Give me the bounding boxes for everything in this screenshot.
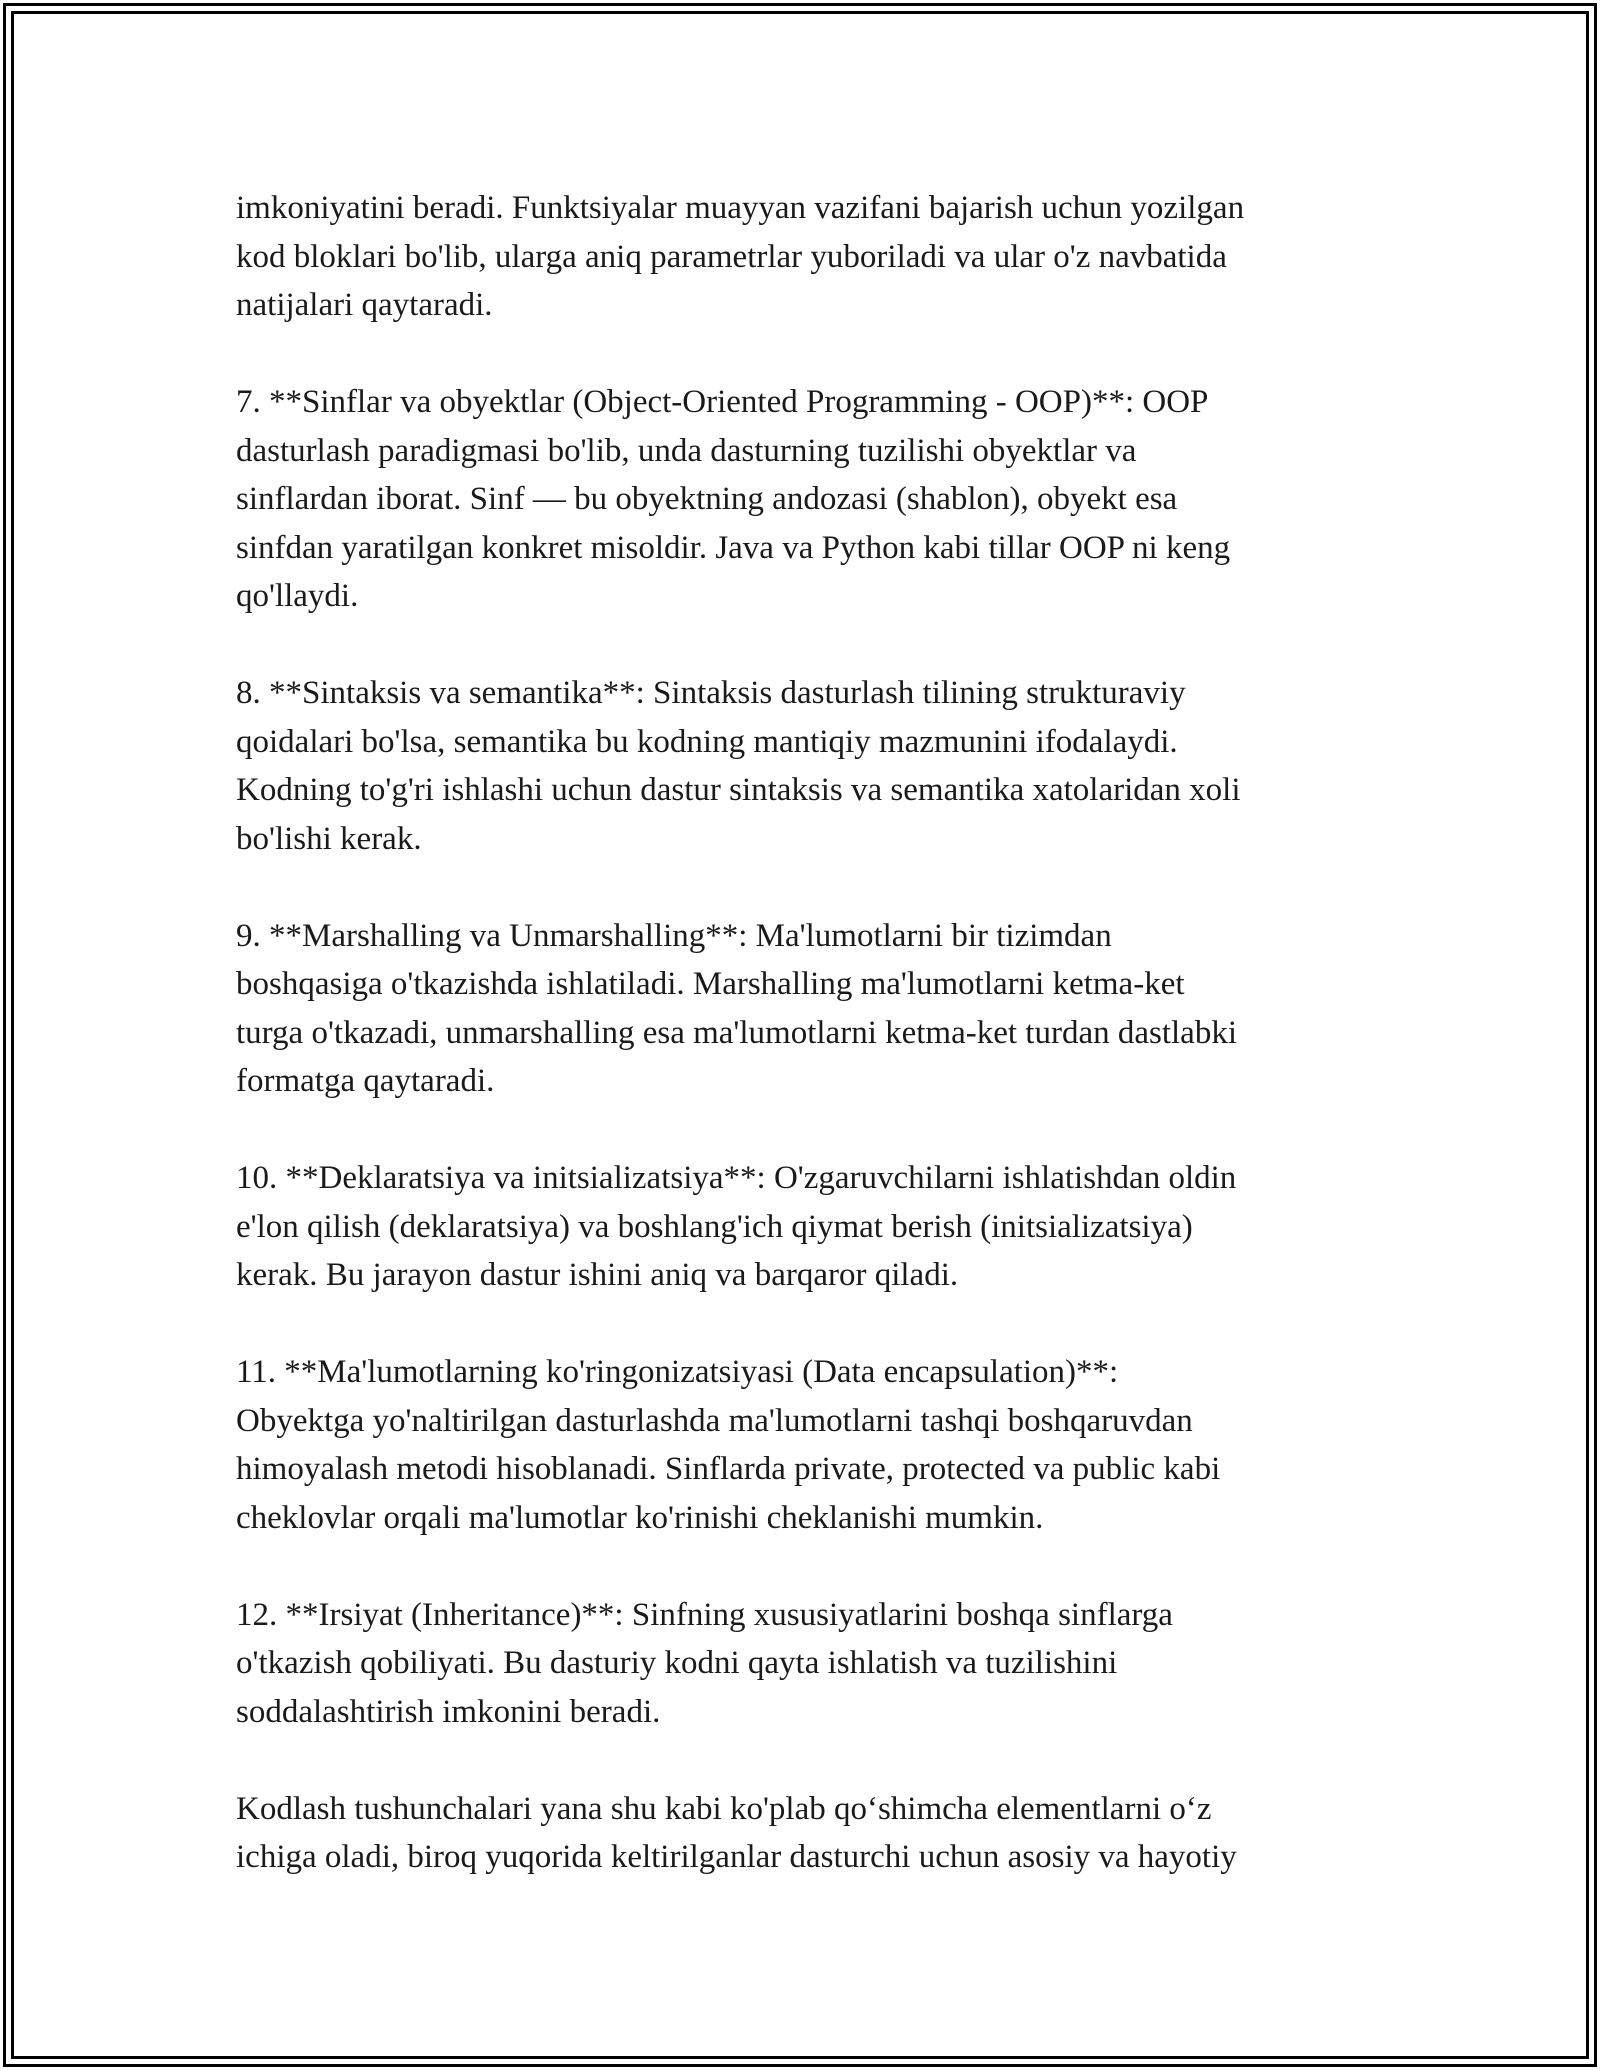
paragraph-functions-continued: imkoniyatini beradi. Funktsiyalar muayyan vazifani bajarish uchun yozilgan kod bloklari bo'lib, ularga aniq parametrlar yuboriladi va ular o'z navbatida natijalari qaytaradi. [236, 190, 1245, 323]
paragraph-inheritance: 12. **Irsiyat (Inheritance)**: Sinfning xususiyatlarini boshqa sinflarga o'tkazish qobiliyati. Bu dasturiy kodni qayta ishlatish va tuzilishini soddalashtirish imkonini beradi. [236, 1596, 1173, 1730]
paragraph-marshalling: 9. **Marshalling va Unmarshalling**: Ma'lumotlarni bir tizimdan boshqasiga o'tkazishda ishlatiladi. Marshalling ma'lumotlarni ketma-ket turga o'tkazadi, unmarshalling esa ma'lumotlarni ketma-ket turdan dastlabki formatga qaytaradi. [236, 917, 1237, 1099]
paragraph-syntax-semantics: 8. **Sintaksis va semantika**: Sintaksis dasturlash tilining strukturaviy qoidalari bo'lsa, semantika bu kodning mantiqiy mazmunini ifodalaydi. Kodning to'g'ri ishlashi uchun dastur sintaksis va semantika xatolaridan xoli bo'lishi kerak. [236, 675, 1241, 857]
paragraph-declaration: 10. **Deklaratsiya va initsializatsiya**: O'zgaruvchilarni ishlatishdan oldin e'lon qilish (deklaratsiya) va boshlang'ich qiymat berish (initsializatsiya) kerak. Bu jarayon dastur ishini aniq va barqaror qiladi. [236, 1160, 1237, 1293]
paragraph-encapsulation: 11. **Ma'lumotlarning ko'ringonizatsiyasi (Data encapsulation)**: Obyektga yo'naltirilgan dasturlashda ma'lumotlarni tashqi boshqaruvdan himoyalash metodi hisoblanadi. Sinflarda private, protected va public kabi cheklovlar orqali ma'lumotlar ko'rinishi cheklanishi mumkin. [236, 1354, 1221, 1536]
paragraph-conclusion: Kodlash tushunchalari yana shu kabi ko'plab qo‘shimcha elementlarni o‘z ichiga oladi, biroq yuqorida keltirilganlar dasturchi uchun asosiy va hayotiy [236, 1790, 1237, 1875]
document-body [236, 184, 1366, 1882]
paragraph-oop: 7. **Sinflar va obyektlar (Object-Oriented Programming - OOP)**: OOP dasturlash paradigmasi bo'lib, unda dasturning tuzilishi obyektlar va sinflardan iborat. Sinf — bu obyektning andozasi (shablon), obyekt esa sinfdan yaratilgan konkret misoldir. Java va Python kabi tillar OOP ni keng qo'llaydi. [236, 384, 1231, 614]
